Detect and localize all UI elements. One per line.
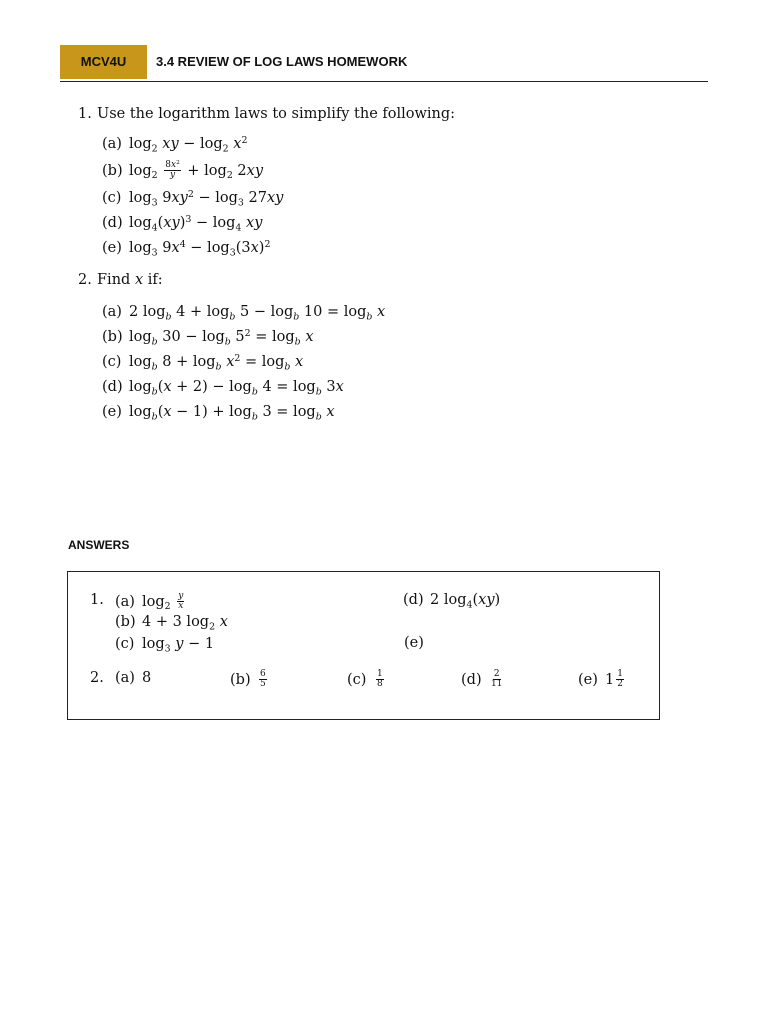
question-2-part-d: (d) $\log_b(x + 2) - \log_b 4 = \log_b 3x$ [102, 379, 344, 398]
part-label: (c) [102, 190, 122, 206]
answer-1b: (b) 4 + 3 $\log_2 x$ [115, 614, 228, 633]
part-label: (d) [403, 592, 424, 608]
answer-2a [115, 670, 151, 686]
part-label: (d) [461, 671, 482, 688]
answers-q2-number: 2. [90, 670, 104, 686]
answers-box [67, 571, 660, 720]
answer-1c: (c) $\log_3 y - 1$ [115, 636, 215, 655]
answer-1d: (d) 2 $\log_4(xy)$ [403, 592, 501, 611]
answers-q1-number: 1. [90, 592, 104, 608]
question-2-part-b: (b) $\log_b 30 - \log_b 5^2 = \log_b x$ [102, 327, 314, 348]
part-label: (e) [578, 671, 598, 688]
part-label: (d) [102, 379, 123, 395]
page-header [60, 45, 708, 82]
question-2-part-c: (c) $\log_b 8 + \log_b x^2 = \log_b x$ [102, 352, 304, 373]
part-label: (c) [115, 636, 135, 652]
question-number: 1. [78, 106, 92, 122]
part-label: (a) [102, 136, 122, 152]
part-label: (b) [102, 162, 123, 179]
answer-2b: (b) $\frac{6}{5}$ [230, 669, 266, 690]
question-2-part-e: (e) $\log_b(x - 1) + \log_b 3 = \log_b x$ [102, 404, 335, 423]
part-label: (a) [102, 304, 122, 320]
part-label: (c) [102, 354, 122, 370]
answers-heading: ANSWERS [68, 538, 130, 552]
question-1-prompt [78, 106, 455, 122]
part-label: (b) [230, 671, 251, 688]
answer-1a: (a) $\log_2$ $\frac{y}{x}$ [115, 591, 184, 613]
answer-2d: (d) $\frac{2}{11}$ [461, 669, 503, 690]
question-2-part-a: (a) 2 $\log_b 4 + \log_b 5 - \log_b 10 = \log_b x$ [102, 304, 386, 323]
part-label: (e) [404, 635, 424, 651]
answer-2c: (c) $\frac{1}{8}$ [347, 669, 383, 690]
part-label: (c) [347, 671, 367, 688]
part-label: (d) [102, 215, 123, 231]
answer-1e [404, 635, 431, 651]
question-text: Use the logarithm laws to simplify the following: [97, 106, 456, 122]
part-label: (b) [102, 329, 123, 345]
part-label: (e) [102, 240, 122, 256]
question-1-part-e: (e) $\log_3 9x^4 - \log_3(3x)^2$ [102, 238, 271, 259]
part-label: (a) [115, 593, 135, 610]
question-1-part-b: (b) $\log_2$ $\frac{8x^2}{y}$ + $\log_2 2xy$ [102, 159, 264, 182]
question-number: 2. [78, 272, 92, 288]
answer-2e: (e) 1 $\frac{1}{2}$ [578, 669, 623, 690]
question-1-part-d: (d) $\log_4(xy)^3 - \log_4$ xy [102, 213, 263, 234]
homework-title: 3.4 REVIEW OF LOG LAWS HOMEWORK [156, 54, 408, 69]
part-label: (a) [115, 670, 135, 686]
part-label: (b) [115, 614, 136, 630]
question-2-prompt: 2. Find x if: [78, 272, 163, 288]
part-label: (e) [102, 404, 122, 420]
course-code-badge: MCV4U [60, 45, 147, 79]
question-1-part-c: (c) $\log_3 9xy^2 - \log_3 27xy$ [102, 188, 284, 209]
answer-value: 8 [142, 670, 152, 686]
question-1-part-a: (a) $\log_2$ xy − $\log_2 x^2$ [102, 134, 248, 155]
